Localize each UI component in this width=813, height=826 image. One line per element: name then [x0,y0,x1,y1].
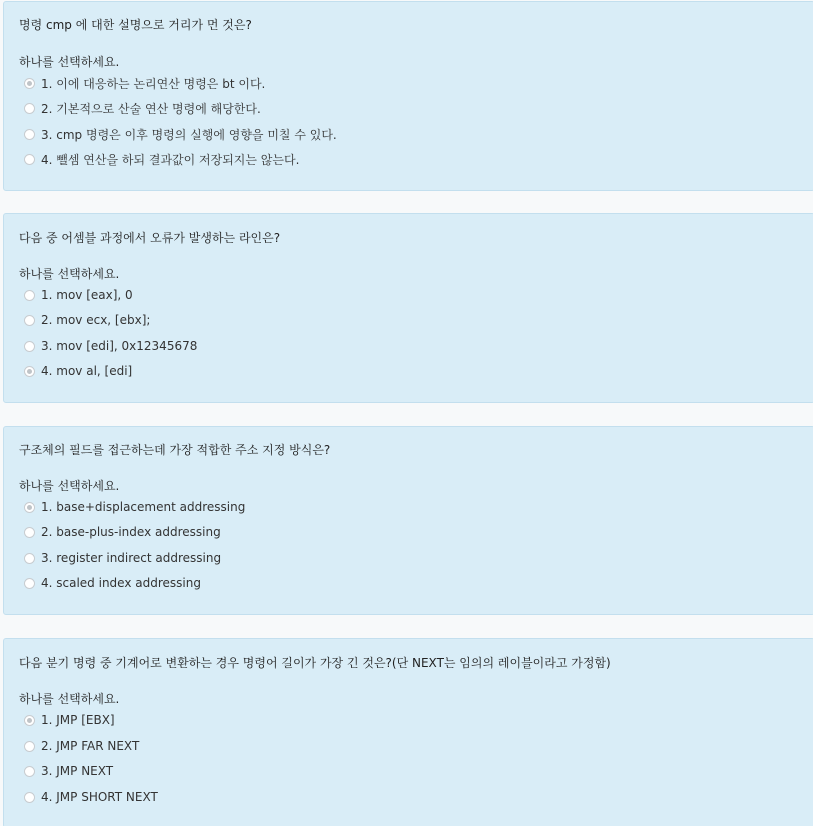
answer-option-3[interactable] [24,761,113,781]
answer-option-2[interactable] [24,522,221,542]
radio-button[interactable] [24,527,35,538]
question-text: 다음 중 어셈블 과정에서 오류가 발생하는 라인은? [19,231,281,245]
answer-option-3[interactable] [24,336,197,356]
answer-option-label: 1. 이에 대응하는 논리연산 명령은 bt 이다. [41,76,266,91]
answer-option-4[interactable] [24,361,132,381]
answer-option-1[interactable] [24,710,115,730]
radio-button[interactable] [24,741,35,752]
answer-option-1[interactable] [24,285,133,305]
radio-button[interactable] [24,129,35,140]
radio-button[interactable] [24,290,35,301]
answer-option-4[interactable] [24,573,201,593]
answer-option-label: 2. 기본적으로 산술 연산 명령에 해당한다. [41,101,261,116]
question-card-4 [3,638,813,826]
radio-button[interactable] [24,341,35,352]
radio-button[interactable] [24,578,35,589]
question-card-2 [3,213,813,403]
radio-button[interactable] [24,154,35,165]
radio-button[interactable] [24,103,35,114]
answer-option-label: 3. register indirect addressing [41,551,222,565]
answer-option-3[interactable] [24,548,221,568]
answer-prompt: 하나를 선택하세요. [19,479,120,493]
answer-prompt: 하나를 선택하세요. [19,692,120,706]
answer-option-1[interactable] [24,497,245,517]
answer-option-2[interactable] [24,98,261,118]
radio-button[interactable] [24,315,35,326]
answer-option-3[interactable] [24,124,337,144]
answer-option-2[interactable] [24,736,139,756]
answer-option-label: 1. JMP [EBX] [41,713,115,727]
question-text: 명령 cmp 에 대한 설명으로 거리가 먼 것은? [19,18,252,32]
radio-button[interactable] [24,78,35,89]
radio-button[interactable] [24,366,35,377]
radio-button[interactable] [24,792,35,803]
answer-option-1[interactable] [24,73,265,93]
question-text: 구조체의 필드를 접근하는데 가장 적합한 주소 지정 방식은? [19,443,331,457]
answer-option-2[interactable] [24,310,150,330]
answer-option-label: 3. cmp 명령은 이후 명령의 실행에 영향을 미칠 수 있다. [41,127,337,142]
answer-option-label: 2. JMP FAR NEXT [41,739,140,753]
answer-option-label: 3. mov [edi], 0x12345678 [41,339,198,353]
answer-option-label: 2. mov ecx, [ebx]; [41,313,151,327]
answer-option-label: 2. base-plus-index addressing [41,525,221,539]
answer-option-label: 1. base+displacement addressing [41,500,246,514]
radio-button[interactable] [24,502,35,513]
question-text: 다음 분기 명령 중 기계어로 변환하는 경우 명령어 길이가 가장 긴 것은?(단 NEXT는 임의의 레이블이라고 가정함) [19,656,611,670]
radio-button[interactable] [24,766,35,777]
answer-option-label: 3. JMP NEXT [41,764,114,778]
answer-option-label: 4. JMP SHORT NEXT [41,790,158,804]
answer-prompt: 하나를 선택하세요. [19,267,120,281]
radio-button[interactable] [24,553,35,564]
answer-option-label: 1. mov [eax], 0 [41,288,133,302]
answer-option-4[interactable] [24,149,299,169]
answer-prompt: 하나를 선택하세요. [19,55,120,69]
answer-option-4[interactable] [24,787,158,807]
question-card-1 [3,1,813,191]
answer-option-label: 4. mov al, [edi] [41,364,133,378]
question-card-3 [3,426,813,615]
answer-option-label: 4. 뺄셈 연산을 하되 결과값이 저장되지는 않는다. [41,152,300,167]
radio-button[interactable] [24,715,35,726]
answer-option-label: 4. scaled index addressing [41,576,201,590]
